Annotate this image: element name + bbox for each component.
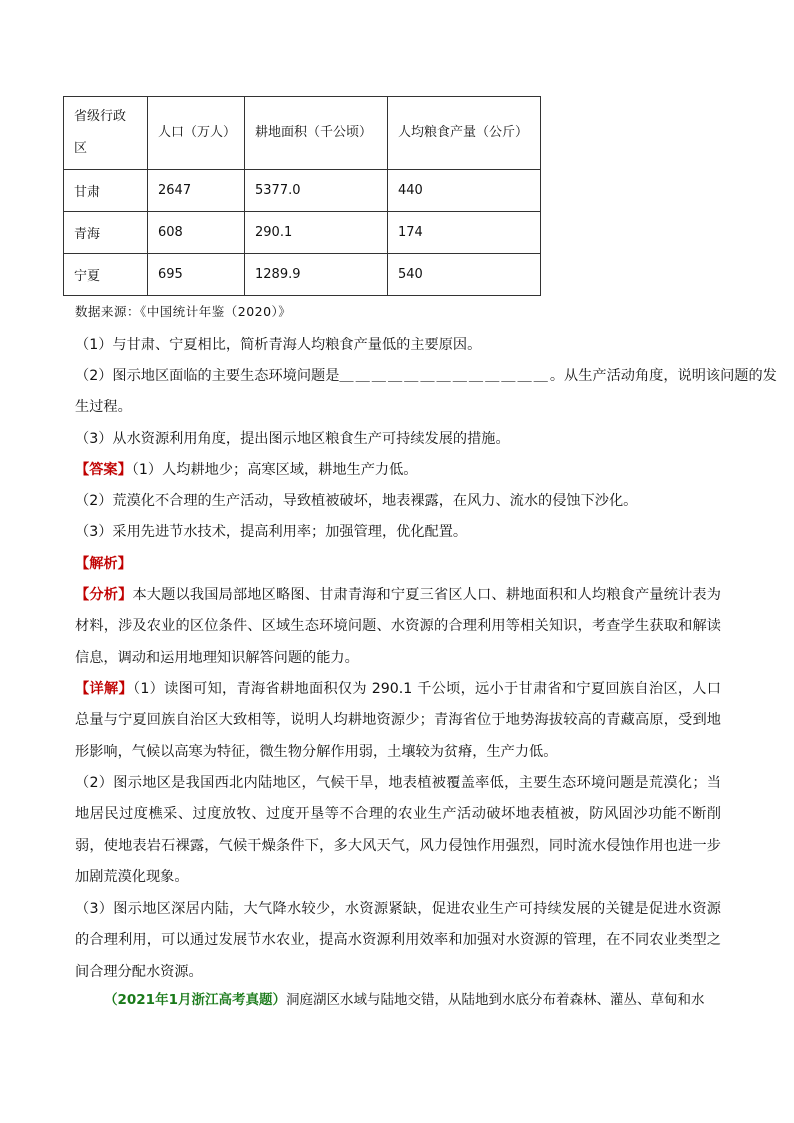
question-3: （3）从水资源利用角度，提出图示地区粮食生产可持续发展的措施。 xyxy=(75,431,510,447)
statistics-table xyxy=(63,96,541,296)
table-cell: 174 xyxy=(388,212,541,254)
question-2: （2）图示地区面临的主要生态环境问题是＿＿＿＿＿＿＿＿＿＿＿＿＿。从生产活动角度，说明该问题的发 xyxy=(75,368,777,384)
answer-3: （3）采用先进节水技术，提高利用率；加强管理，优化配置。 xyxy=(75,524,468,540)
analysis-fenxi: 【分析】本大题以我国局部地区略图、甘肃青海和宁夏三省区人口、耕地面积和人均粮食产量统计表为材料，涉及农业的区位条件、区域生态环境问题、水资源的合理利用等相关知识，考查学生获取和解读信息，调动和运用地理知识解答问题的能力。 xyxy=(75,587,721,666)
table-cell: 青海 xyxy=(64,212,148,254)
table-header-cell: 人均粮食产量（公斤） xyxy=(388,97,541,170)
fenxi-label: 【分析】 xyxy=(75,587,133,603)
answer-1: 【答案】（1）人均耕地少；高寒区域，耕地生产力低。 xyxy=(75,462,418,478)
analysis-label: 【解析】 xyxy=(75,556,132,572)
xiangjie-label: 【详解】 xyxy=(75,681,133,697)
analysis-xiangjie-3: （3）图示地区深居内陆，大气降水较少，水资源紧缺，促进农业生产可持续发展的关键是促进水资源的合理利用，可以通过发展节水农业，提高水资源利用效率和加强对水资源的管理，在不同农业类型之间合理分配水资源。 xyxy=(75,901,721,980)
analysis-xiangjie-2: （2）图示地区是我国西北内陆地区，气候干旱，地表植被覆盖率低，主要生态环境问题是荒漠化；当地居民过度樵采、过度放牧、过度开垦等不合理的农业生产活动破坏地表植被，防风固沙功能不断削弱，使地表岩石裸露，气候干燥条件下，多大风天气，风力侵蚀作用强烈，同时流水侵蚀作用也进一步加剧荒漠化现象。 xyxy=(75,775,721,886)
table-row xyxy=(64,254,541,296)
table-cell: 5377.0 xyxy=(245,170,388,212)
data-source-note: 数据来源：《中国统计年鉴（2020）》 xyxy=(75,304,292,319)
table-cell: 290.1 xyxy=(245,212,388,254)
answer-label: 【答案】 xyxy=(75,462,132,478)
table-header-cell: 省级行政 区 xyxy=(64,97,148,170)
table-header-cell: 人口（万人） xyxy=(148,97,245,170)
table-cell: 1289.9 xyxy=(245,254,388,296)
table-row xyxy=(64,212,541,254)
answer-blank: ＿＿＿＿＿＿＿＿＿＿＿＿＿ xyxy=(339,368,550,384)
next-question-intro: （2021年1月浙江高考真题）洞庭湖区水域与陆地交错，从陆地到水底分布着森林、灌丛、草甸和水 xyxy=(104,992,705,1008)
question-1: （1）与甘肃、宁夏相比，简析青海人均粮食产量低的主要原因。 xyxy=(75,337,482,353)
table-cell: 540 xyxy=(388,254,541,296)
exam-source-tag: （2021年1月浙江高考真题） xyxy=(104,992,286,1008)
table-header-cell: 耕地面积（千公顷） xyxy=(245,97,388,170)
table-row xyxy=(64,170,541,212)
table-cell: 608 xyxy=(148,212,245,254)
table-cell: 宁夏 xyxy=(64,254,148,296)
table-cell: 695 xyxy=(148,254,245,296)
table-cell: 2647 xyxy=(148,170,245,212)
table-cell: 甘肃 xyxy=(64,170,148,212)
answer-2: （2）荒漠化不合理的生产活动，导致植被破坏，地表裸露，在风力、流水的侵蚀下沙化。 xyxy=(75,493,638,509)
table-header-row xyxy=(64,97,541,170)
analysis-xiangjie-1: 【详解】（1）读图可知，青海省耕地面积仅为 290.1 千公顷，远小于甘肃省和宁夏回族自治区，人口总量与宁夏回族自治区大致相等，说明人均耕地资源少；青海省位于地势海拔较高的青藏高原，受到地形影响，气候以高寒为特征，微生物分解作用弱，土壤较为贫瘠，生产力低。 xyxy=(75,681,721,760)
table-cell: 440 xyxy=(388,170,541,212)
question-2-continued: 生过程。 xyxy=(75,399,132,415)
